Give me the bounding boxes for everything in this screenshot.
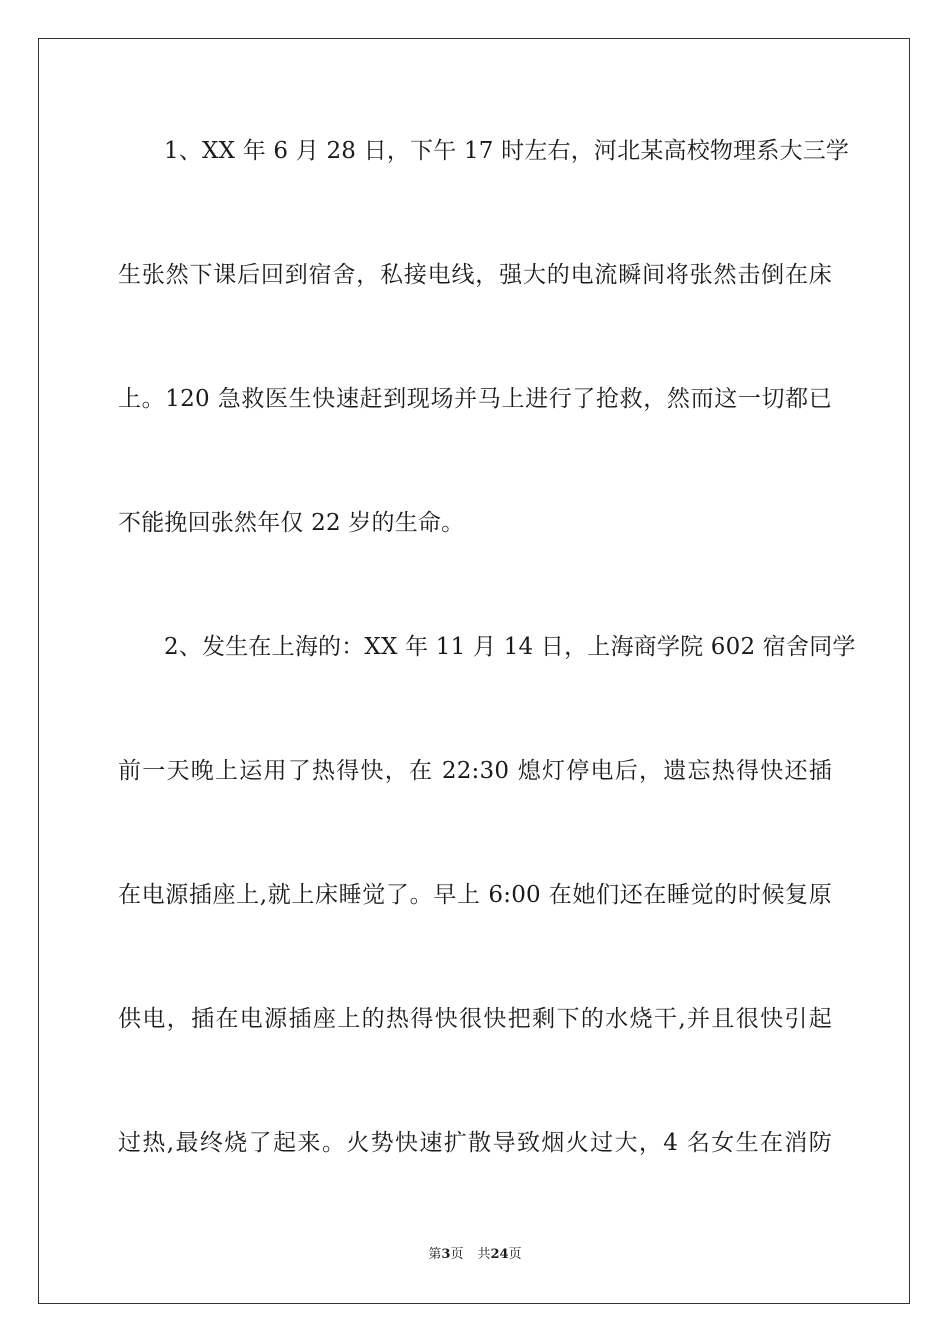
paragraph-2-line-2: 前一天晚上运用了热得快，在 22:30 熄灯停电后，遗忘热得快还插 — [118, 758, 832, 784]
page-footer — [0, 1246, 950, 1264]
paragraph-1-line-2: 生张然下课后回到宿舍，私接电线，强大的电流瞬间将张然击倒在床 — [118, 262, 832, 288]
page-prefix: 第 — [428, 1247, 442, 1262]
page-border — [38, 38, 910, 1304]
paragraph-2-line-3: 在电源插座上,就上床睡觉了。早上 6:00 在她们还在睡觉的时候复原 — [118, 882, 832, 908]
paragraph-2-line-1: 2、发生在上海的：XX 年 11 月 14 日，上海商学院 602 宿舍同学 — [164, 634, 856, 660]
page-number: 3 — [441, 1247, 451, 1262]
page-suffix: 页 — [450, 1247, 464, 1262]
total-suffix: 页 — [508, 1247, 522, 1262]
page-total: 24 — [490, 1247, 509, 1262]
paragraph-1-line-3: 上。120 急救医生快速赶到现场并马上进行了抢救，然而这一切都已 — [118, 386, 832, 412]
paragraph-2-line-4: 供电，插在电源插座上的热得快很快把剩下的水烧干,并且很快引起 — [118, 1006, 832, 1032]
paragraph-1-line-4: 不能挽回张然年仅 22 岁的生命。 — [118, 510, 465, 536]
paragraph-1-line-1: 1、XX 年 6 月 28 日，下午 17 时左右，河北某高校物理系大三学 — [164, 138, 850, 164]
total-prefix: 共 — [477, 1247, 491, 1262]
paragraph-2-line-5: 过热,最终烧了起来。火势快速扩散导致烟火过大，4 名女生在消防 — [118, 1130, 832, 1156]
